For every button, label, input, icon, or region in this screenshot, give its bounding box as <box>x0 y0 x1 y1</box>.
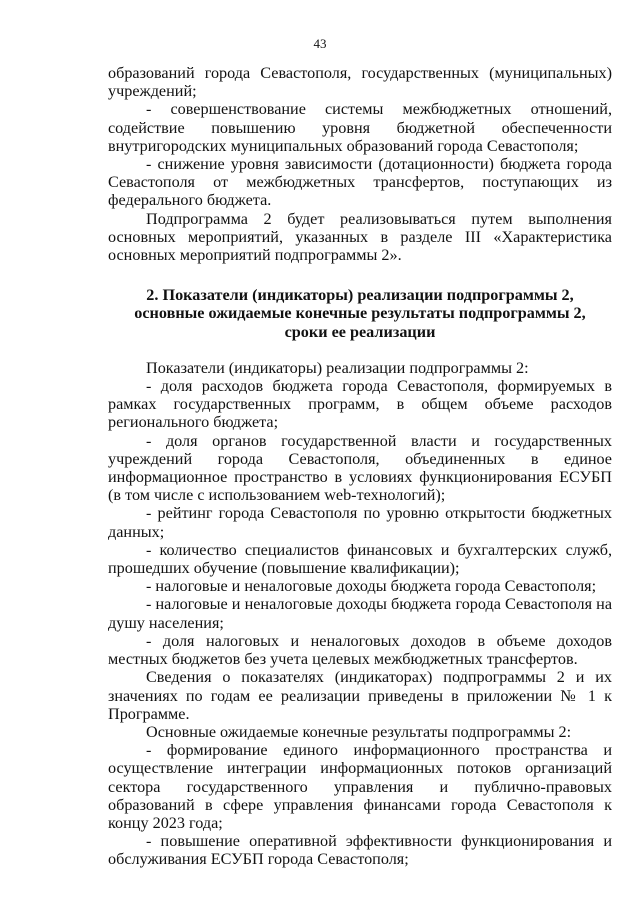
section-heading-line: основные ожидаемые конечные результаты подпрограммы 2, <box>134 304 586 323</box>
paragraph: Основные ожидаемые конечные результаты подпрограммы 2: <box>146 722 572 741</box>
bullet-item: - количество специалистов финансовых и бухгалтерских служб, прошедших обучение (повышение квалификации); <box>108 540 612 578</box>
section-heading-line: сроки ее реализации <box>284 322 436 341</box>
bullet-item: - доля налоговых и неналоговых доходов в объеме доходов местных бюджетов без учета целевых межбюджетных трансфертов. <box>108 631 612 669</box>
paragraph: Сведения о показателях (индикаторах) подпрограммы 2 и их значениях по годам ее реализации приведены в приложении № 1 к Программе. <box>108 668 612 723</box>
bullet-item: - повышение оперативной эффективности функционирования и обслуживания ЕСУБП города Севастополя; <box>108 832 612 869</box>
paragraph: Показатели (индикаторы) реализации подпрограммы 2: <box>146 358 529 377</box>
bullet-item: - налоговые и неналоговые доходы бюджета города Севастополя на душу населения; <box>108 595 612 632</box>
bullet-item: - совершенствование системы межбюджетных отношений, содействие повышению уровня бюджетной обеспеченности внутригородских муниципальных образований города Севастополя; <box>108 100 612 155</box>
bullet-item: - формирование единого информационного пространства и осуществление интеграции информационных потоков организаций сектора государственного управления и публично-правовых образований в сфере управления финансами города Севастополя к концу 2023 года; <box>108 741 612 832</box>
bullet-item: - доля расходов бюджета города Севастополя, формируемых в рамках государственных программ, в общем объеме расходов регионального бюджета; <box>108 377 612 432</box>
bullet-item: - доля органов государственной власти и государственных учреждений города Севастополя, объединенных в единое информационное пространство в условиях функционирования ЕСУБП (в том числе с использованием web-технологий); <box>108 431 612 505</box>
document-body <box>108 64 612 869</box>
paragraph: Подпрограмма 2 будет реализовываться путем выполнения основных мероприятий, указанных в разделе III «Характеристика основных мероприятий подпрограммы 2». <box>108 209 612 265</box>
section-heading-line: 2. Показатели (индикаторы) реализации подпрограммы 2, <box>146 286 574 305</box>
bullet-item: - налоговые и неналоговые доходы бюджета города Севастополя; <box>146 577 597 596</box>
bullet-item: - рейтинг города Севастополя по уровню открытости бюджетных данных; <box>108 504 612 541</box>
bullet-item: - снижение уровня зависимости (дотационности) бюджета города Севастополя от межбюджетных трансфертов, поступающих из федерального бюджета. <box>108 155 612 210</box>
section-heading <box>108 286 612 341</box>
paragraph-continuation: образований города Севастополя, государственных (муниципальных) учреждений; <box>108 64 612 101</box>
page-number: 43 <box>313 36 327 51</box>
